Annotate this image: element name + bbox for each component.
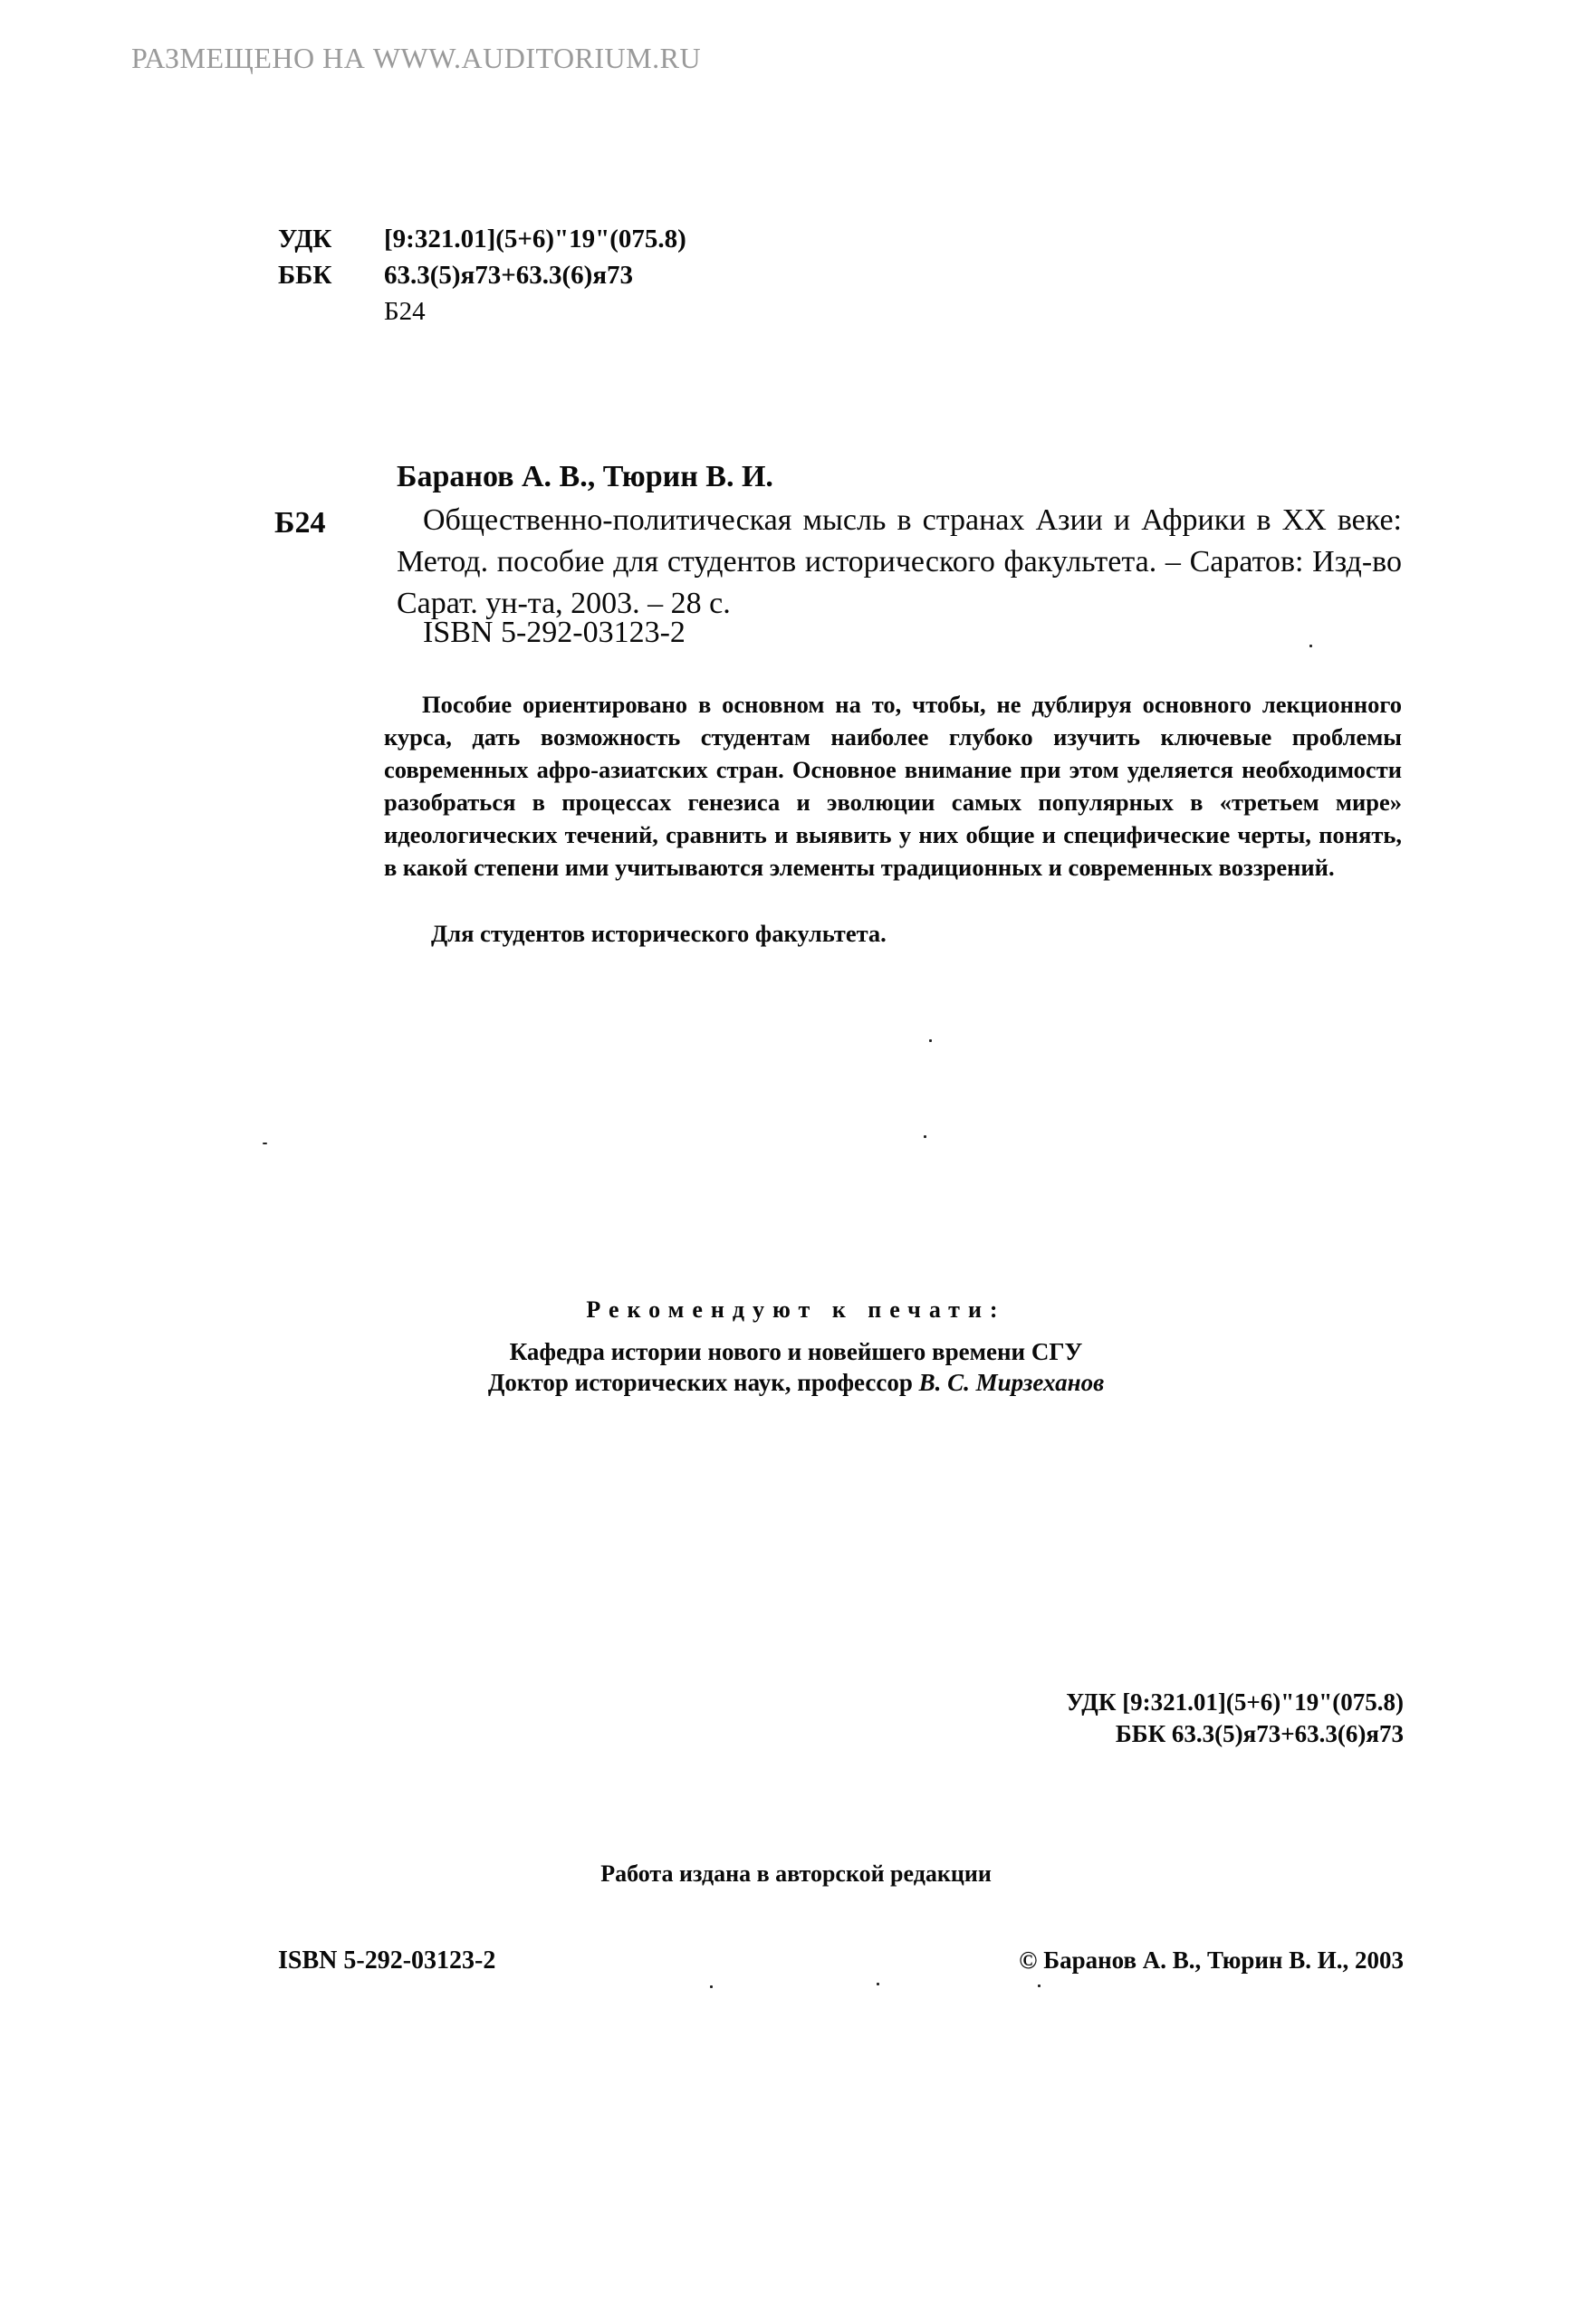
recommendation-department: Кафедра истории нового и новейшего времени СГУ xyxy=(509,1338,1083,1365)
recommendation-reviewer xyxy=(0,1369,1592,1397)
catalog-code: Б24 xyxy=(274,506,326,540)
author-mark-row xyxy=(0,297,1592,333)
isbn-main: ISBN 5-292-03123-2 xyxy=(423,616,686,649)
edition-note: Работа издана в авторской редакции xyxy=(600,1860,992,1887)
udk-row xyxy=(0,225,1592,261)
footer-bbk: ББК 63.3(5)я73+63.3(6)я73 xyxy=(1115,1720,1404,1747)
authors: Баранов А. В., Тюрин В. И. xyxy=(397,460,773,493)
reviewer-name: В. С. Мирзеханов xyxy=(918,1369,1105,1396)
bbk-value: 63.3(5)я73+63.3(6)я73 xyxy=(384,261,634,290)
udk-value: [9:321.01](5+6)"19"(075.8) xyxy=(384,225,686,253)
copyright: © Баранов А. В., Тюрин В. И., 2003 xyxy=(1019,1946,1404,1974)
audience-text: Для студентов исторического факультета. xyxy=(431,920,887,947)
isbn-bottom: ISBN 5-292-03123-2 xyxy=(278,1946,496,1975)
footer-udk: УДК [9:321.01](5+6)"19"(075.8) xyxy=(1066,1688,1404,1716)
udk-label: УДК xyxy=(278,225,332,253)
bbk-row xyxy=(0,261,1592,297)
bbk-label: ББК xyxy=(278,261,332,290)
author-mark: Б24 xyxy=(384,297,426,326)
reviewer-title: Доктор исторических наук, профессор xyxy=(487,1369,913,1396)
annotation-text: Пособие ориентировано в основном на то, чтобы, не дублируя основного лекционного курса, дать возможность студентам наиболее глубоко изучить ключевые проблемы современных афро-азиатских стран. Основное внимание при этом уделяется необходимости разобраться в процессах генезиса и эволюции самых популярных в «третьем мире» идеологических течений, сравнить и выявить у них общие и специфические черты, понять, в какой степени ими учитываются элементы традиционных и современных воззрений. xyxy=(384,691,1402,881)
book-description: Общественно-политическая мысль в странах Азии и Африки в XX веке: Метод. пособие для студентов исторического факультета. – Саратов: Изд-во Сарат. ун-та, 2003. – 28 с. xyxy=(397,503,1402,620)
watermark-text: РАЗМЕЩЕНО НА WWW.AUDITORIUM.RU xyxy=(131,42,702,74)
recommendation-title: Рекомендуют к печати: xyxy=(586,1296,1006,1323)
